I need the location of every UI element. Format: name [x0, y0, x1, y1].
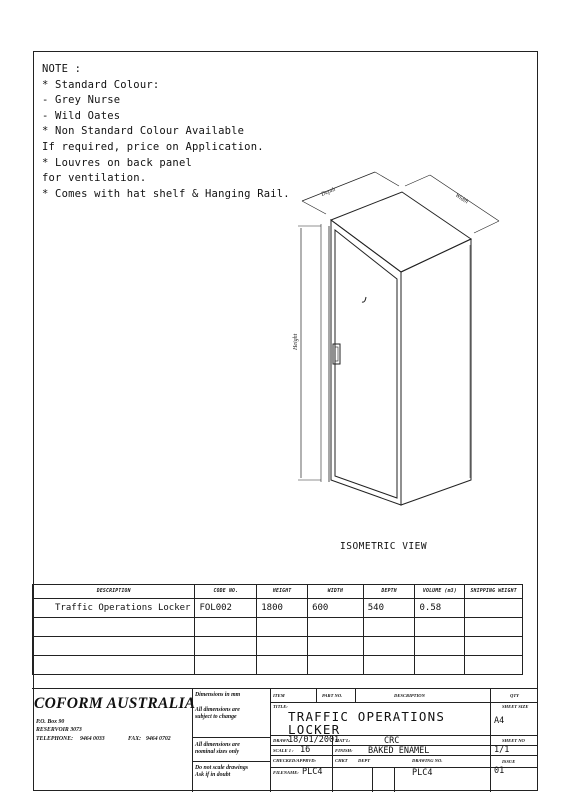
scale-value: 16 [300, 745, 311, 755]
cell-description: Traffic Operations Locker [33, 599, 195, 618]
telephone-value: 9464 0033 [80, 736, 105, 742]
label-checked: CHECKED/APPRVD: [273, 758, 317, 763]
header-depth: DEPTH [363, 585, 415, 599]
drawing-title-line1: TRAFFIC OPERATIONS [288, 709, 446, 724]
note-line: * Comes with hat shelf & Hanging Rail. [42, 187, 290, 200]
label-dept: DEPT [358, 758, 370, 763]
note-line: - Wild Oates [42, 109, 121, 122]
label-drawing-no: DRAWING NO. [412, 758, 443, 763]
label-filename: FILENAME: [273, 770, 299, 775]
label-drawn: DRAWN [273, 738, 290, 743]
spec-header-row [33, 585, 523, 599]
label-scale: SCALE 1 : [273, 748, 294, 753]
drawing-no-value: PLC4 [412, 768, 433, 778]
label-sheet-no: SHEET NO [502, 738, 525, 743]
locker-front-face [331, 220, 401, 505]
issue-value: 01 [494, 766, 505, 776]
label-chkt: CHKT [335, 758, 348, 763]
divider [270, 689, 271, 792]
divider [316, 689, 317, 702]
company-name: COFORM AUSTRALIA [34, 695, 196, 712]
label-qty: QTY [510, 693, 519, 698]
note-line: If required, price on Application. [42, 140, 264, 153]
title-block [32, 688, 538, 792]
table-row [33, 637, 523, 656]
note-line: - Grey Nurse [42, 94, 121, 107]
header-height: HEIGHT [257, 585, 308, 599]
finish-value: BAKED ENAMEL [368, 746, 430, 756]
disclaimer: Do not scale drawings [195, 765, 248, 771]
sheet-size-value: A4 [494, 716, 505, 726]
header-volume: VOLUME (m3) [415, 585, 465, 599]
width-label: Width [453, 192, 469, 206]
label-item: ITEM [273, 693, 285, 698]
depth-label: Depth [320, 186, 337, 198]
note-line: for ventilation. [42, 172, 147, 185]
note-line: * Standard Colour: [42, 78, 160, 91]
drawn-date-value: 18/01/2001 [288, 735, 340, 745]
filename-value: PLC4 [302, 767, 323, 777]
header-code-no: CODE NO. [195, 585, 257, 599]
disclaimer: Dimensions in mm [195, 692, 241, 698]
note-line: * Louvres on back panel [42, 156, 192, 169]
note-line: * Non Standard Colour Available [42, 125, 245, 138]
disclaimer: nominal sizes only [195, 749, 240, 755]
cell-weight [465, 599, 523, 618]
note-line: NOTE : [42, 63, 82, 75]
disclaimer: subject to change [195, 714, 237, 720]
address-line: RESERVOIR 3073 [36, 727, 82, 733]
isometric-view-label: ISOMETRIC VIEW [340, 541, 428, 552]
cell-code: FOL002 [195, 599, 257, 618]
material-value: CRC [384, 736, 400, 746]
spec-table [32, 584, 523, 675]
drawing-title-line2: LOCKER [288, 722, 341, 737]
label-issue: ISSUE [502, 759, 516, 764]
header-width: WIDTH [308, 585, 364, 599]
header-description: DESCRIPTION [33, 585, 195, 599]
telephone-label: TELEPHONE: [36, 736, 74, 742]
fax-value: 9464 0702 [146, 736, 171, 742]
label-part-no: PART NO. [322, 693, 343, 698]
address-line: P.O. Box 90 [36, 719, 65, 725]
label-title: TITLE: [273, 704, 288, 709]
divider [192, 737, 270, 738]
height-label: Height [293, 333, 299, 350]
fax-label: FAX: [128, 736, 141, 742]
header-shipping-weight: SHIPPING WEIGHT [465, 585, 523, 599]
locker-top-face [331, 192, 471, 272]
cell-width: 600 [308, 599, 364, 618]
divider [192, 761, 270, 762]
divider [490, 689, 491, 792]
disclaimer: Ask if in doubt [195, 772, 231, 778]
divider [394, 767, 395, 792]
divider [270, 702, 538, 703]
label-finish: FINISH: [335, 748, 353, 753]
locker-side-face [401, 239, 471, 505]
label-description: DESCRIPTION [394, 693, 425, 698]
sheet-no-value: 1/1 [494, 745, 510, 755]
cell-volume: 0.58 [415, 599, 465, 618]
cell-height: 1800 [257, 599, 308, 618]
locker-door [335, 230, 397, 498]
table-row [33, 599, 523, 618]
table-row [33, 618, 523, 637]
disclaimer: All dimensions are [195, 707, 240, 713]
label-sheet-size: SHEET SIZE [502, 704, 529, 709]
locker-hook [362, 297, 366, 302]
disclaimer: All dimensions are [195, 742, 240, 748]
cell-depth: 540 [363, 599, 415, 618]
table-row [33, 656, 523, 675]
divider [355, 689, 356, 702]
divider [372, 767, 373, 792]
label-material: MAT'L: [335, 738, 351, 743]
